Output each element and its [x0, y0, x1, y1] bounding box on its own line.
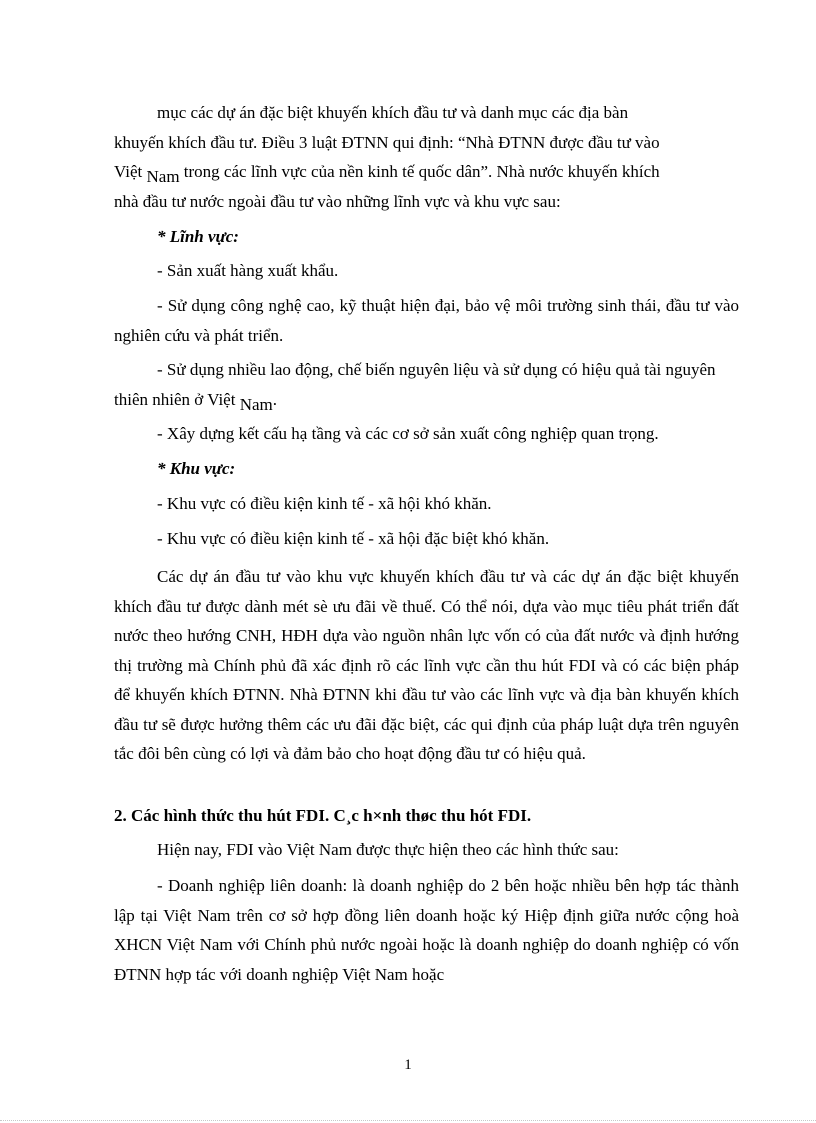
list-item-1: - Sản xuất hàng xuất khẩu.	[157, 261, 339, 280]
paragraph-lien-doanh: - Doanh nghiệp liên doanh: là doanh nghiệp do 2 bên hoặc nhiều bên hợp tác thành lập tại Việt Nam trên cơ sở hợp đồng liên doanh hoặc ký Hiệp định giữa nước cộng hoà XHCN Việt Nam với Chính phủ nước ngoài hoặc là doanh nghiệp do doanh nghiệp có vốn ĐTNN hợp tác với doanh nghiệp Việt Nam hoặc	[114, 876, 739, 984]
page-bottom-divider	[0, 1120, 816, 1121]
paragraph-intro	[114, 98, 739, 216]
list-item-3-sub: Nam	[239, 394, 273, 414]
intro-line-3a: Việt	[114, 162, 143, 181]
section-heading: 2. Các hình thức thu hút FDI. C¸c h×nh thøc thu hót FDI.	[114, 806, 532, 825]
list-item-6: - Khu vực có điều kiện kinh tế - xã hội đặc biệt khó khăn.	[157, 529, 550, 548]
intro-line-3b: trong các lĩnh vực của nền kinh tế quốc dân”. Nhà nước khuyến khích	[183, 162, 660, 181]
paragraph-uu-dai: Các dự án đầu tư vào khu vực khuyến khích đầu tư và các dự án đặc biệt khuyến khích đầu tư được dành mét sè ưu đãi về thuế. Có thể nói, dựa vào mục tiêu phát triển đất nước theo hướng CNH, HĐH dựa vào nguồn nhân lực vốn có của đất nước và định hướng thị trường mà Chính phủ đã xác định rõ các lĩnh vực cần thu hút FDI và có các biện pháp để khuyến khích ĐTNN. Nhà ĐTNN khi đầu tư vào các lĩnh vực và địa bàn khuyến khích đầu tư sẽ được hưởng thêm các ưu đãi đặc biệt, các qui định của pháp luật dựa trên nguyên tắc đôi bên cùng có lợi và đảm bảo cho hoạt động đầu tư có hiệu quả.	[114, 567, 739, 763]
list-item-4: - Xây dựng kết cấu hạ tầng và các cơ sở sản xuất công nghiệp quan trọng.	[157, 424, 659, 443]
intro-line-4: nhà đầu tư nước ngoài đầu tư vào những lĩnh vực và khu vực sau:	[114, 191, 561, 211]
list-item-3-end: .	[272, 389, 277, 409]
list-item-5: - Khu vực có điều kiện kinh tế - xã hội khó khăn.	[157, 494, 492, 513]
heading-linh-vuc: * Lĩnh vực:	[157, 227, 239, 246]
heading-khu-vuc: * Khu vực:	[157, 459, 236, 478]
intro-line-1: mục các dự án đặc biệt khuyến khích đầu tư và danh mục các địa bàn	[157, 103, 629, 122]
list-item-3-text: - Sử dụng nhiều lao động, chế biến nguyên liệu và sử dụng có hiệu quả tài nguyên thiên nhiên ở Việt	[114, 360, 716, 409]
intro-line-3-sub: Nam	[146, 167, 180, 186]
paragraph-hinh-thuc: Hiện nay, FDI vào Việt Nam được thực hiện theo các hình thức sau:	[157, 840, 619, 859]
list-item-3	[114, 355, 739, 414]
list-item-2: - Sử dụng công nghệ cao, kỹ thuật hiện đại, bảo vệ môi trường sinh thái, đầu tư vào nghiên cứu và phát triển.	[114, 296, 739, 345]
page-number: 1	[404, 1057, 412, 1073]
intro-line-2: khuyến khích đầu tư. Điều 3 luật ĐTNN qui định: “Nhà ĐTNN được đầu tư vào	[114, 132, 660, 152]
